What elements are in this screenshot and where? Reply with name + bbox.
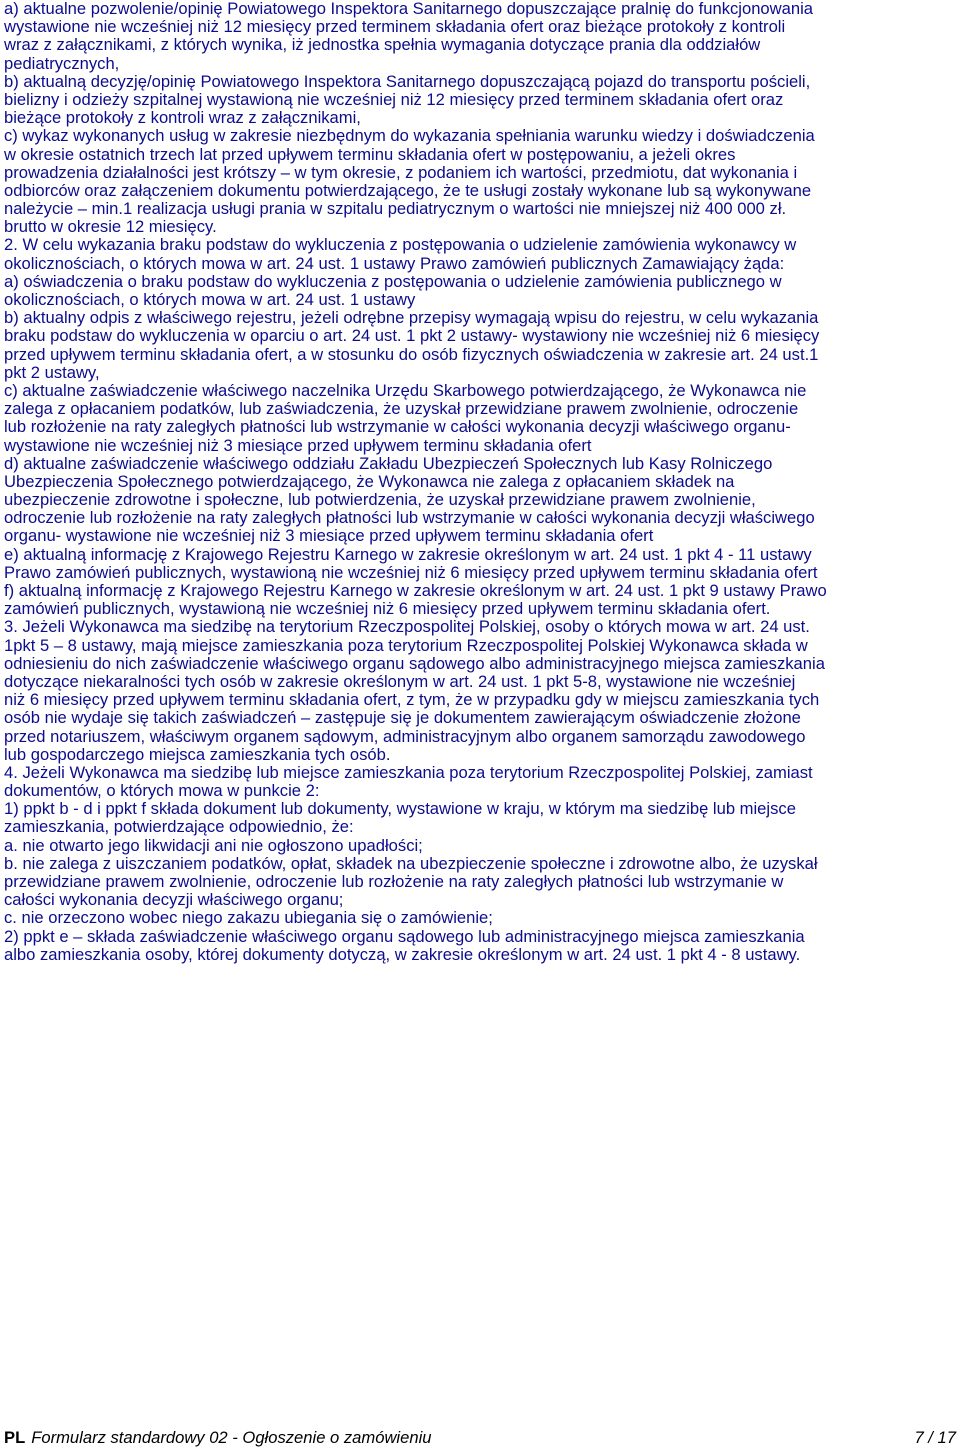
text-line: okolicznościach, o których mowa w art. 24 ust. 1 ustawy (4, 290, 416, 309)
page-footer (4, 1428, 956, 1448)
text-line: bielizny i odzieży szpitalnej wystawioną nie wcześniej niż 12 miesięcy przed terminem składania ofert oraz (4, 89, 784, 109)
text-line: e) aktualną informację z Krajowego Rejestru Karnego w zakresie określonym w art. 24 ust. 1 pkt 4 - 11 ustawy (4, 544, 812, 564)
text-line: b. nie zalega z uiszczaniem podatków, opłat, składek na ubezpieczenie społeczne i zdrowotne albo, że uzyskał (4, 853, 818, 873)
text-line: odniesieniu do nich zaświadczenie właściwego organu sądowego albo administracyjnego miejsca zamieszkania (4, 653, 825, 673)
text-line: organu- wystawione nie wcześniej niż 3 miesiące przed upływem terminu składania ofert (4, 526, 654, 546)
text-line: odroczenie lub rozłożenie na raty zaległych płatności lub wstrzymanie w całości wykonania decyzji właściwego (4, 508, 815, 528)
text-line: zamówień publicznych, wystawioną nie wcześniej niż 6 miesięcy przed upływem terminu składania ofert. (4, 599, 771, 619)
form-title: Formularz standardowy 02 - Ogłoszenie o zamówieniu (31, 1428, 432, 1447)
text-line: braku podstaw do wykluczenia w oparciu o art. 24 ust. 1 pkt 2 ustawy- wystawiony nie wcześniej niż 6 miesięcy (4, 326, 820, 346)
text-line: b) aktualny odpis z właściwego rejestru, jeżeli odrębne przepisy wymagają wpisu do rejestru, w celu wykazania (4, 308, 819, 328)
document-body (4, 0, 956, 964)
text-line: lub gospodarczego miejsca zamieszkania tych osób. (4, 744, 391, 764)
text-line: dotyczące niekaralności tych osób w zakresie określonym w art. 24 ust. 1 pkt 5-8, wystawione nie wcześniej (4, 671, 796, 691)
text-line: należycie – min.1 realizacja usługi prania w szpitalu pediatrycznym o wartości nie mniejszej niż 400 000 zł. (4, 199, 787, 219)
text-line: albo zamieszkania osoby, której dokumenty dotyczą, w zakresie określonym w art. 24 ust. 1 pkt 4 - 8 ustawy. (4, 944, 801, 964)
text-line: prowadzenia działalności jest krótszy – w tym okresie, z podaniem ich wartości, przedmiotu, dat wykonania i (4, 162, 798, 182)
text-line: przewidziane prawem zwolnienie, odroczenie lub rozłożenie na raty zaległych płatności lub wstrzymanie w (4, 872, 784, 891)
text-line: osób nie wydaje się takich zaświadczeń – zastępuje się je dokumentem zawierającym oświadczenie złożone (4, 708, 801, 728)
text-line: przed upływem terminu składania ofert, a w stosunku do osób fizycznych oświadczenia w zakresie art. 24 ust.1 (4, 344, 819, 364)
text-line: d) aktualne zaświadczenie właściwego oddziału Zakładu Ubezpieczeń Społecznych lub Kasy Rolniczego (4, 453, 773, 473)
text-line: w okresie ostatnich trzech lat przed upływem terminu składania ofert w postępowaniu, a jeżeli okres (4, 144, 736, 164)
text-line: c) wykaz wykonanych usług w zakresie niezbędnym do wykazania spełniania warunku wiedzy i doświadczenia (4, 126, 815, 146)
text-line: 1pkt 5 – 8 ustawy, mają miejsce zamieszkania poza terytorium Rzeczpospolitej Polskiej Wykonawca składa w (4, 635, 808, 655)
text-line: odbiorców oraz załączeniem dokumentu potwierdzającego, że te usługi zostały wykonane lub są wykonywane (4, 180, 812, 200)
text-line: bieżące protokoły z kontroli wraz z załącznikami, (4, 108, 361, 128)
text-line: a) aktualne pozwolenie/opinię Powiatowego Inspektora Sanitarnego dopuszczające pralnię do funkcjonowania (4, 0, 814, 18)
text-line: a) oświadczenia o braku podstaw do wykluczenia z postępowania o udzielenie zamówienia publicznego w (4, 271, 782, 291)
text-line: brutto w okresie 12 miesięcy. (4, 217, 217, 237)
text-line: pediatrycznych, (4, 53, 120, 73)
text-line: c) aktualne zaświadczenie właściwego naczelnika Urzędu Skarbowego potwierdzającego, że Wykonawca nie (4, 380, 807, 400)
text-line: b) aktualną decyzję/opinię Powiatowego Inspektora Sanitarnego dopuszczającą pojazd do transportu pościeli, (4, 71, 811, 91)
text-line: 3. Jeżeli Wykonawca ma siedzibę na terytorium Rzeczpospolitej Polskiej, osoby o których mowa w art. 24 ust. (4, 617, 810, 637)
text-line: zalega z opłacaniem podatków, lub zaświadczenia, że uzyskał przewidziane prawem zwolnienie, odroczenie (4, 399, 799, 419)
text-line: wraz z załącznikami, z których wynika, iż jednostka spełnia wymagania dotyczące prania dla oddziałów (4, 35, 761, 55)
language-code: PL (4, 1428, 26, 1447)
text-line: wystawione nie wcześniej niż 12 miesięcy przed terminem składania ofert oraz bieżące protokoły z kontroli (4, 17, 786, 37)
text-line: c. nie orzeczono wobec niego zakazu ubiegania się o zamówienie; (4, 908, 493, 928)
text-line: 2. W celu wykazania braku podstaw do wykluczenia z postępowania o udzielenie zamówienia wykonawcy w (4, 235, 797, 255)
page-number: 7 / 17 (914, 1428, 956, 1447)
text-line: niż 6 miesięcy przed upływem terminu składania ofert, z tym, że w przypadku gdy w miejscu zamieszkania tych (4, 690, 820, 710)
text-line: 1) ppkt b - d i ppkt f składa dokument lub dokumenty, wystawione w kraju, w którym ma siedzibę lub miejsce (4, 799, 796, 819)
text-line: wystawione nie wcześniej niż 3 miesiące przed upływem terminu składania ofert (4, 435, 592, 455)
text-line: Prawo zamówień publicznych, wystawioną nie wcześniej niż 6 miesięcy przed upływem terminu składania ofert (4, 562, 818, 582)
text-line: okolicznościach, o których mowa w art. 24 ust. 1 ustawy Prawo zamówień publicznych Zamawiający żąda: (4, 253, 785, 273)
text-line: całości wykonania decyzji właściwego organu; (4, 890, 344, 910)
text-line: 4. Jeżeli Wykonawca ma siedzibę lub miejsce zamieszkania poza terytorium Rzeczpospolitej Polskiej, zamiast (4, 762, 813, 782)
text-line: a. nie otwarto jego likwidacji ani nie ogłoszono upadłości; (4, 835, 423, 855)
text-line: ubezpieczenie zdrowotne i społeczne, lub potwierdzenia, że uzyskał przewidziane prawem zwolnienie, (4, 490, 756, 510)
text-line: Ubezpieczenia Społecznego potwierdzającego, że Wykonawca nie zalega z opłacaniem składek na (4, 471, 735, 491)
text-line: zamieszkania, potwierdzające odpowiednio, że: (4, 817, 354, 837)
text-line: f) aktualną informację z Krajowego Rejestru Karnego w zakresie określonym w art. 24 ust. 1 pkt 9 ustawy Prawo (4, 581, 827, 600)
text-line: przed notariuszem, właściwym organem sądowym, administracyjnym albo organem samorządu zawodowego (4, 726, 806, 746)
text-line: dokumentów, o których mowa w punkcie 2: (4, 781, 320, 801)
text-line: pkt 2 ustawy, (4, 362, 100, 382)
text-line: 2) ppkt e – składa zaświadczenie właściwego organu sądowego lub administracyjnego miejsca zamieszkania (4, 926, 805, 946)
text-line: lub rozłożenie na raty zaległych płatności lub wstrzymanie w całości wykonania decyzji właściwego organu- (4, 417, 791, 437)
